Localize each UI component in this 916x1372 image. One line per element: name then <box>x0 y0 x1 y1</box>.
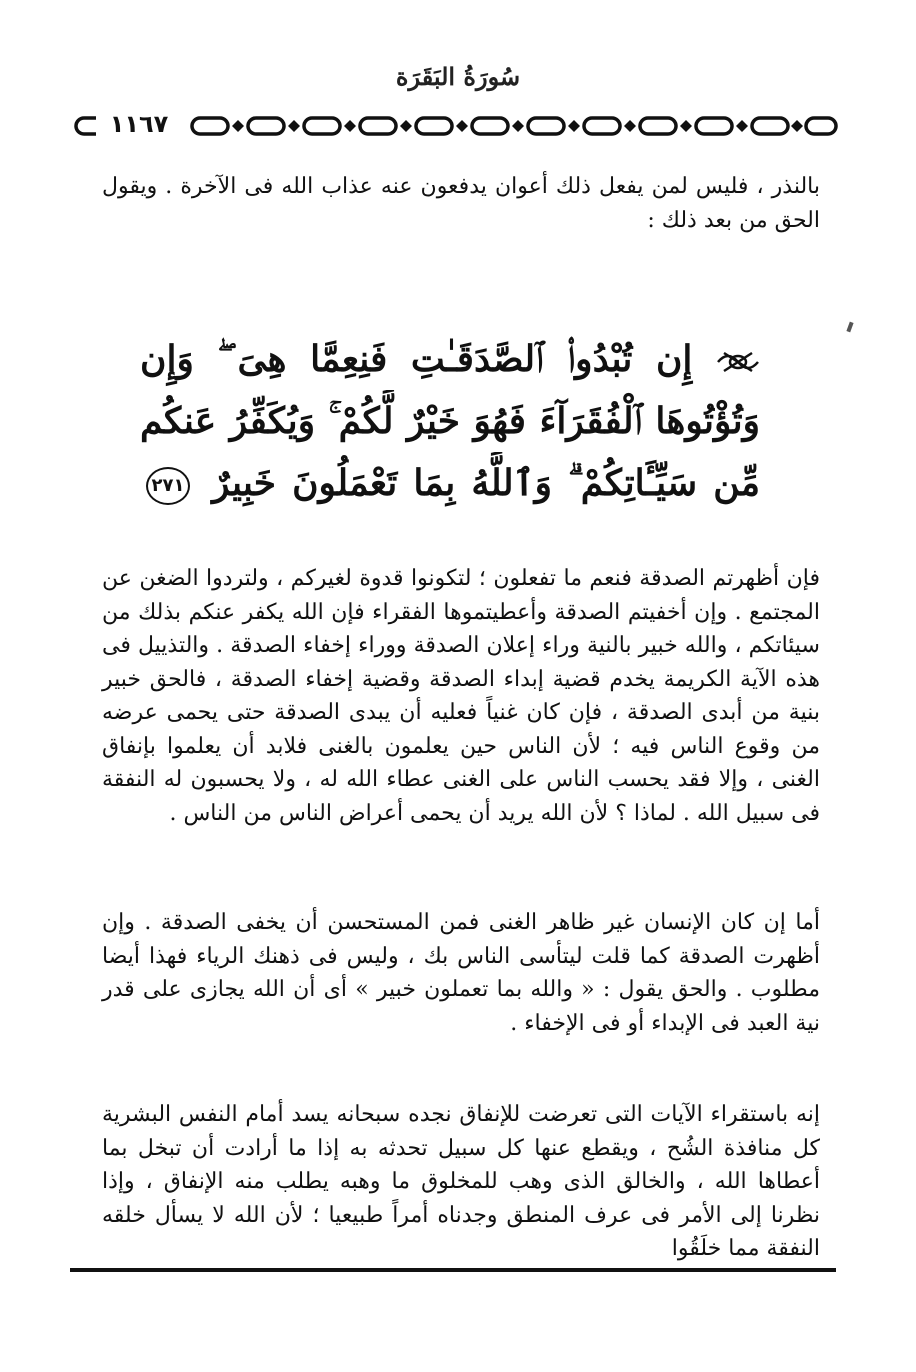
verse-line-2 <box>140 390 760 452</box>
decorative-chain-border <box>72 108 842 144</box>
verse-start-ornament-icon <box>716 347 760 377</box>
paragraph-intro: بالنذر ، فليس لمن يفعل ذلك أعوان يدفعون عنه عذاب الله فى الآخرة . ويقول الحق من بعد ذلك : <box>102 174 820 233</box>
footer-rule <box>70 1268 836 1272</box>
page-number: ١١٦٧ <box>96 106 182 142</box>
ayah-number-marker: ٢٧١ <box>146 467 190 505</box>
paragraph-commentary-3: إنه باستقراء الآيات التى تعرضت للإنفاق نجده سبحانه يسد أمام النفس البشرية كل منافذة الشُح ، ويقطع عنها كل سبيل تحدثه به إذا ما أرادت أن تبخل بما أعطاها الله ، والخالق الذى وهب للمخلوق ما وهبه يطلب منه الإنفاق ، وإذا نظرنا إلى الأمر فى عرف المنطق وجدناه أمراً طبيعيا ؛ لأن الله لا يسأل خلقه النفقة مما خلَقُوا <box>102 1102 820 1261</box>
margin-mark <box>846 322 853 333</box>
surah-title-header: سُورَةُ البَقَرَة <box>395 62 521 91</box>
verse-line-3-text: مِّن سَيِّـَٔاتِكُمْ ۗ وَٱللَّهُ بِمَا تَعْمَلُونَ خَبِيرٌ <box>212 462 760 504</box>
verse-line-1 <box>140 328 760 390</box>
verse-line-1-text: إِن تُبْدُوا۟ ٱلصَّدَقَـٰتِ فَنِعِمَّا هِىَ ۖ وَإِن <box>140 338 693 380</box>
paragraph-commentary-1: فإن أظهرتم الصدقة فنعم ما تفعلون ؛ لتكونوا قدوة لغيركم ، ولتردوا الضغن عن المجتمع . وإن أخفيتم الصدقة وأعطيتموها الفقراء فإن الله يكفر عنكم بذلك من سيئاتكم ، والله خبير بالنية وراء إعلان الصدقة ووراء إخفاء الصدقة . والتذييل فى هذه الآية الكريمة يخدم قضية إبداء الصدقة وقضية إخفاء الصدقة ، فالحق خبير بنية من أبدى الصدقة ، فإن كان غنياً فعليه أن يبدى الصدقة حتى يحمى عرضه من وقوع الناس فيه ؛ لأن الناس حين يعلمون بالغنى فلابد أن يعلموا بإنفاق الغنى ، وإلا فقد يحسب الناس على الغنى عطاء الله له ، ولا يحسبون له النفقة فى سبيل الله . لماذا ؟ لأن الله يريد أن يحمى أعراض الناس من الناس . <box>102 566 820 826</box>
quran-verse-block <box>140 328 760 514</box>
paragraph-commentary-2: أما إن كان الإنسان غير ظاهر الغنى فمن المستحسن أن يخفى الصدقة . وإن أظهرت الصدقة كما قلت ليتأسى الناس بك ، وليس فى ذهنك الرياء فهذا أيضا مطلوب . والحق يقول : « والله بما تعملون خبير » أى أن الله يجازى على قدر نية العبد فى الإبداء أو فى الإخفاء . <box>102 910 820 1036</box>
verse-line-2-text: وَتُؤْتُوهَا ٱلْفُقَرَآءَ فَهُوَ خَيْرٌ لَّكُمْ ۚ وَيُكَفِّرُ عَنكُم <box>140 400 760 442</box>
verse-line-3 <box>140 452 760 514</box>
